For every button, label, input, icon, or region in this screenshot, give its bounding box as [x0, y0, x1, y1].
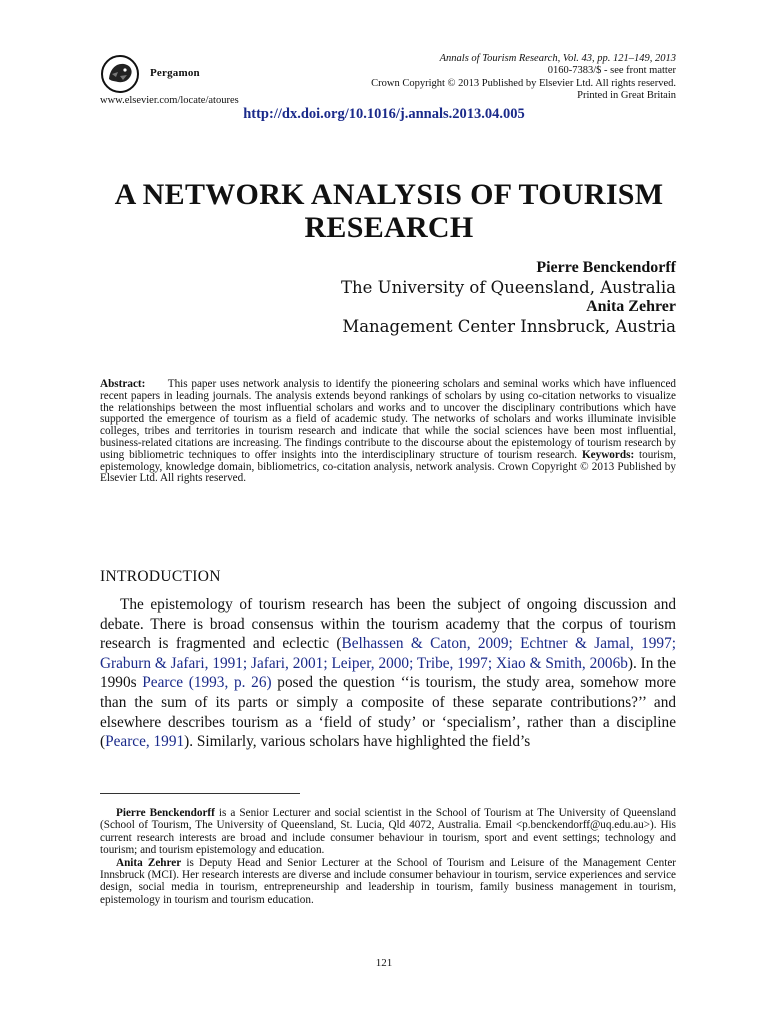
footnote-2 [100, 857, 676, 907]
footnote-1 [100, 807, 676, 857]
footnote-2-author: Anita Zehrer [116, 856, 182, 869]
citation-link-1[interactable]: Belhassen & Caton, 2009; Echtner & Jamal, 1997; Graburn & Jafari, 1991; Jafari, 2001; Leiper, 2000; Tribe, 1997; Xiao & Smith, 2006b [100, 635, 676, 672]
author-block [341, 258, 676, 336]
footnote-2-text: is Deputy Head and Senior Lecturer at the School of Tourism and Leisure of the Management Center Innsbruck (MCI). Her research interests are diverse and include consumer behaviour in tourism, service experiences and service design, social media in tourism, entrepreneurship and leadership in tourism, family business management in tourism, epistemology in tourism and tourism education. [100, 856, 677, 906]
printed-line: Printed in Great Britain [577, 90, 676, 102]
author-affiliation-1: The University of Queensland, Australia [341, 277, 676, 297]
title-line-1: A NETWORK ANALYSIS OF TOURISM [114, 178, 664, 211]
pergamon-logo-icon [100, 54, 140, 94]
abstract-label: Abstract: [100, 378, 146, 390]
citation-link-3[interactable]: Pearce, 1991 [105, 733, 185, 751]
author-name-1: Pierre Benckendorff [536, 259, 676, 276]
footnote-divider [100, 793, 300, 794]
issn-line: 0160-7383/$ - see front matter [547, 65, 676, 77]
doi-link[interactable]: http://dx.doi.org/10.1016/j.annals.2013.04.005 [243, 106, 525, 122]
publisher-name: Pergamon [150, 67, 200, 79]
footnote-1-author: Pierre Benckendorff [116, 807, 215, 819]
journal-citation: Annals of Tourism Research, Vol. 43, pp. 121–149, 2013 [439, 53, 676, 64]
author-affiliation-2: Management Center Innsbruck, Austria [342, 316, 676, 336]
section-heading-introduction: INTRODUCTION [100, 568, 221, 585]
paper-title [90, 178, 688, 244]
copyright-line: Crown Copyright © 2013 Published by Elsevier Ltd. All rights reserved. [371, 77, 676, 89]
title-line-2: RESEARCH [304, 211, 474, 244]
footnote-1-text: is a Senior Lecturer and social scientist in the School of Tourism at The University of Queensland (School of Tourism, The University of Queensland, St. Lucia, Qld 4072, Australia. Email <p.benckendorff@uq.edu.au>). His current research interests are broad and include consumer behaviour in tourism, sport and event settings; technology and tourism; and tourism epistemology and education. [100, 807, 676, 857]
body-text-1: The epistemology of tourism research has been the subject of ongoing discussion and debate. There is broad consensus within the tourism academy that the corpus of tourism research is fragmented and eclectic ( [100, 596, 676, 653]
citation-link-2[interactable]: Pearce (1993, p. 26) [142, 674, 272, 692]
abstract [100, 379, 676, 485]
body-paragraph [100, 595, 676, 752]
page-number: 121 [375, 957, 393, 969]
journal-info [371, 53, 676, 103]
journal-url[interactable]: www.elsevier.com/locate/atoures [100, 95, 239, 106]
abstract-text: This paper uses network analysis to identify the pioneering scholars and seminal works which have influenced recent papers in leading journals. The analysis extends beyond rankings of scholars by using co-citation networks to visualize the relationships between the most influential scholars and works and to uncover the disciplinary contributions which have supported the emergence of tourism as a field of academic study. The networks of scholars and works illuminate invisible colleges, tribes and territories in tourism research and indicate that while the social sciences have been most influential, business-related citations are increasing. The findings contribute to the discourse about the epistemology of tourism research by using bibliometric techniques to offer insights into the interdisciplinary structure of tourism research. [100, 378, 677, 461]
keywords-label: Keywords: [581, 448, 635, 461]
keywords-text: tourism, epistemology, knowledge domain, bibliometrics, co-citation analysis, network analysis. Crown Copyright © 2013 Published by Elsevier Ltd. All rights reserved. [100, 448, 677, 485]
author-name-2: Anita Zehrer [586, 298, 676, 315]
body-text-4: ). Similarly, various scholars have highlighted the field’s [184, 733, 531, 751]
body-text-2: ). In the 1990s [100, 654, 676, 692]
body-text-3: posed the question ‘‘is tourism, the study area, somehow more than the sum of its parts or simply a composite of these separate contributions?’’ and elsewhere describes tourism as a ‘field of study’ or ‘specialism’, rather than a discipline ( [100, 674, 677, 751]
footnotes [100, 807, 676, 906]
